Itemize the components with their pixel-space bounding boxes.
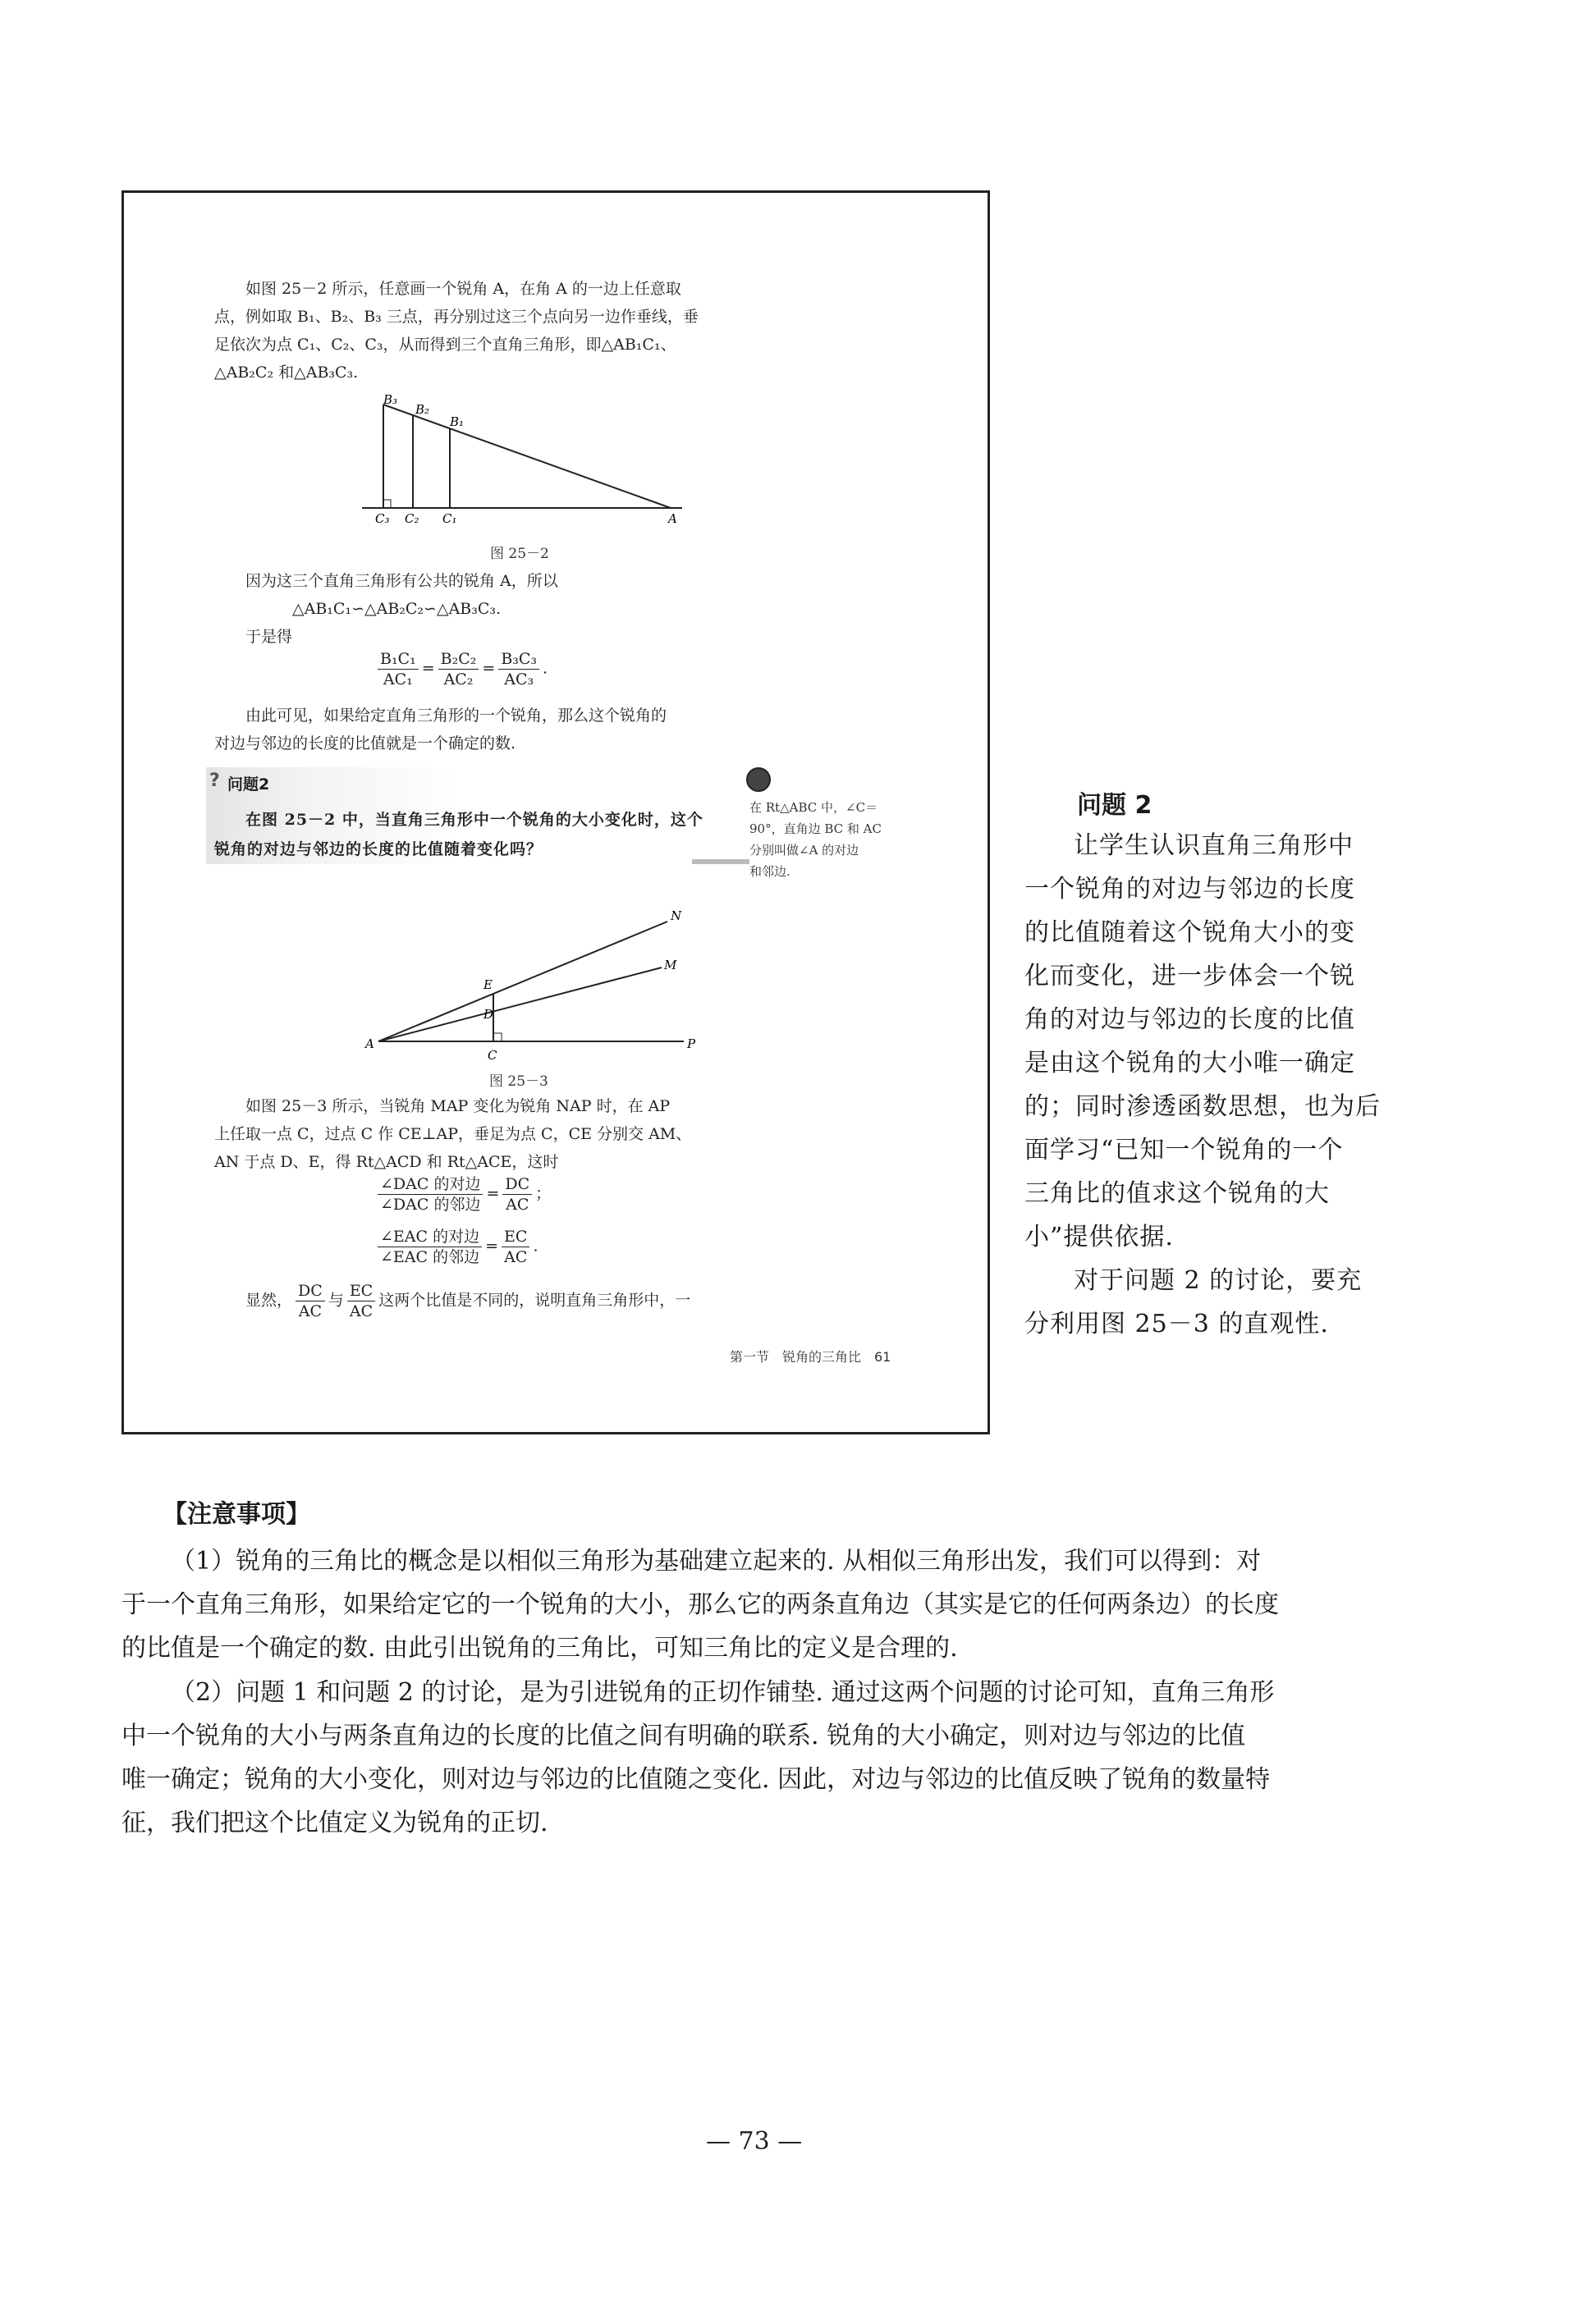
side-note: 在 Rt△ABC 中，∠C＝ 90°，直角边 BC 和 AC 分别叫做∠A 的对边 和邻边.: [749, 800, 882, 879]
intro-paragraph: 如图 25－2 所示，任意画一个锐角 A，在角 A 的一边上任意取 点，例如取 B₁、B₂、B₃ 三点，再分别过这三个点向另一边作垂线，垂 足依次为点 C₁、C₂、C₃，从而得到三个直角三角形，即△AB₁C₁、 △AB₂C₂ 和△AB₃C₃.: [214, 280, 699, 382]
fig2-label-c: C: [488, 1048, 497, 1063]
inner-footer: 第一节 锐角的三角比 61: [730, 1349, 891, 1365]
side-question2-title: 问题 2: [1077, 791, 1153, 820]
fig2-line-an: [378, 922, 667, 1041]
side-commentary: 让学生认识直角三角形中 一个锐角的对边与邻边的长度 的比值随着这个锐角大小的变 化而变化，进一步体会一个锐 角的对边与邻边的长度的比值 是由这个锐角的大小唯一确定 的；同时渗透函数思想，也为后 面学习“已知一个锐角的一个 三角比的值求这个锐角的大 小”提供依据. 对于问题 2 的讨论，要充 分利用图 25－3 的直观性.: [1024, 831, 1381, 1338]
fig2-label-n: N: [671, 908, 682, 923]
mascot-icon: [746, 767, 771, 792]
fig2-label-a: A: [365, 1036, 374, 1051]
fig1-label-b3: B₃: [383, 395, 398, 407]
fig1-label-c1: C₁: [442, 511, 457, 526]
question2-box-corner: [692, 859, 749, 864]
fig1-label-c3: C₃: [375, 511, 390, 526]
notes-paragraph-1: （1）锐角的三角比的概念是以相似三角形为基础建立起来的. 从相似三角形出发，我们可以得到：对 于一个直角三角形，如果给定它的一个锐角的大小，那么它的两条直角边（其实是它的任何两条边）的长度 的比值是一个确定的数. 由此引出锐角的三角比，可知三角比的定义是合理的.: [121, 1547, 1279, 1663]
fig2-label-d: D: [483, 1007, 494, 1022]
question-mark-icon: ?: [209, 771, 220, 791]
ratio-equation: $\frac{\text{B₁C₁}}{\text{AC₁}}$ = $\frac{\text{B₂C₂}}{\text{AC₂}}$ = $\frac{\text{B₃C₃}}{\text{AC₃}}$ .: [374, 649, 548, 689]
fig2-label-p: P: [687, 1036, 696, 1051]
fig1-label-b1: B₁: [450, 414, 465, 429]
fig2-paragraph: 如图 25－3 所示，当锐角 MAP 变化为锐角 NAP 时，在 AP 上任取一点 C，过点 C 作 CE⊥AP，垂足为点 C，CE 分别交 AM、 AN 于点 D、E，得 Rt△ACD 和 Rt△ACE，这时: [214, 1097, 692, 1171]
conclusion-paragraph: 由此可见，如果给定直角三角形的一个锐角，那么这个锐角的 对边与邻边的长度的比值就是一个确定的数.: [214, 707, 667, 753]
page-number: — 73 —: [706, 2127, 803, 2156]
question2-text: 在图 25－2 中，当直角三角形中一个锐角的大小变化时，这个 锐角的对边与邻边的长度的比值随着变化吗？: [214, 811, 703, 858]
fig1-label-a: A: [668, 511, 677, 526]
figure-25-3: [362, 899, 707, 1063]
similar-line: △AB₁C₁∽△AB₂C₂∽△AB₃C₃.: [292, 600, 502, 618]
notes-heading: 【注意事项】: [163, 1500, 310, 1529]
fig2-line-am: [378, 968, 662, 1041]
embedded-textbook-page: [121, 190, 990, 1434]
fig1-label-b2: B₂: [415, 402, 430, 417]
fig1-label-c2: C₂: [405, 511, 419, 526]
because-line: 因为这三个直角三角形有公共的锐角 A，所以: [245, 572, 558, 590]
therefore-line: 于是得: [245, 628, 293, 646]
figure-25-2: [354, 395, 699, 526]
notes-paragraph-2: （2）问题 1 和问题 2 的讨论，是为引进锐角的正切作铺垫. 通过这两个问题的讨论可知，直角三角形 中一个锐角的大小与两条直角边的长度的比值之间有明确的联系. 锐角的大小确定，则对边与邻边的比值 唯一确定；锐角的大小变化，则对边与邻边的比值随之变化. 因此，对边与邻边的比值反映了锐角的数量特 征，我们把这个比值定义为锐角的正切.: [121, 1678, 1275, 1837]
fig2-label-e: E: [483, 977, 493, 992]
last-line: 显然， $\frac{DC}{AC}$ 与 $\frac{EC}{AC}$ 这两个比值是不同的，说明直角三角形中，一: [245, 1282, 691, 1320]
fig1-caption: 图 25－2: [490, 546, 549, 562]
fig1-hypotenuse: [383, 405, 671, 508]
equation-dac: $\frac{\text{∠DAC 的对边}}{\text{∠DAC 的邻边}}$ = $\frac{DC}{AC}$ ；: [374, 1174, 551, 1215]
question2-title: 问题2: [227, 775, 270, 794]
question2-box: [206, 767, 715, 864]
fig2-caption: 图 25－3: [489, 1073, 548, 1090]
equation-eac: $\frac{\text{∠EAC 的对边}}{\text{∠EAC 的邻边}}$ = $\frac{EC}{AC}$ .: [374, 1227, 538, 1267]
fig2-label-m: M: [664, 958, 677, 972]
